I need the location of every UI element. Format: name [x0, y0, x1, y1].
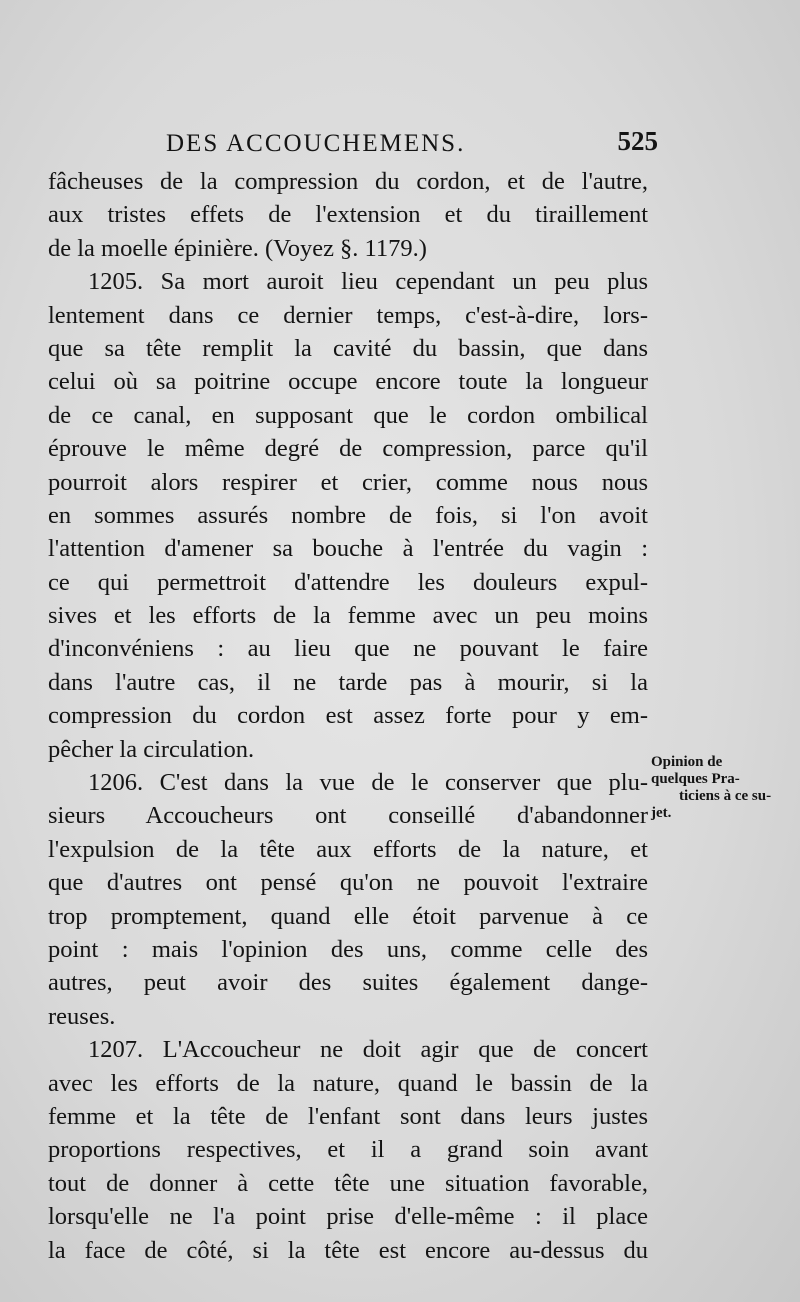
text-line: dans l'autre cas, il ne tarde pas à mourir, si la [48, 668, 648, 696]
text-line: compression du cordon est assez forte pour y em- [48, 702, 648, 730]
running-head: DES ACCOUCHEMENS. [166, 130, 466, 157]
text-line: tout de donner à cette tête une situation favorable, [48, 1169, 648, 1197]
text-line: que sa tête remplit la cavité du bassin, que dans [48, 334, 648, 362]
text-line: la face de côté, si la tête est encore au-dessus du [48, 1236, 648, 1264]
paragraph-1205-start: 1205. Sa mort auroit lieu cependant un peu plus [88, 268, 648, 296]
text-line: éprouve le même degré de compression, parce qu'il [48, 435, 648, 463]
text-line: femme et la tête de l'enfant sont dans leurs justes [48, 1102, 648, 1130]
margin-note-line: jet. [651, 805, 672, 821]
text-line: l'expulsion de la tête aux efforts de la nature, et [48, 835, 648, 863]
text-line: aux tristes effets de l'extension et du tiraillement [48, 201, 648, 229]
text-line: de ce canal, en supposant que le cordon ombilical [48, 401, 648, 429]
text-line: point : mais l'opinion des uns, comme celle des [48, 935, 648, 963]
text-line: sieurs Accoucheurs ont conseillé d'abandonner [48, 802, 648, 830]
text-line: celui où sa poitrine occupe encore toute la longueur [48, 368, 648, 396]
text-line: sives et les efforts de la femme avec un peu moins [48, 602, 648, 630]
margin-note-line: Opinion de [651, 754, 723, 770]
text-line: lentement dans ce dernier temps, c'est-à-dire, lors- [48, 301, 648, 329]
text-line: d'inconvéniens : au lieu que ne pouvant le faire [48, 635, 648, 663]
margin-note-line: ticiens à ce su- [679, 788, 772, 804]
text-line: autres, peut avoir des suites également dange- [48, 969, 648, 997]
body-text [48, 165, 648, 1267]
margin-note [651, 754, 791, 822]
text-line: fâcheuses de la compression du cordon, et de l'autre, [48, 168, 648, 195]
text-line: en sommes assurés nombre de fois, si l'on avoit [48, 501, 648, 529]
text-line: proportions respectives, et il a grand soin avant [48, 1136, 648, 1164]
margin-note-line: quelques Pra- [651, 771, 740, 787]
text-line: de la moelle épinière. (Voyez §. 1179.) [48, 234, 427, 262]
page-header [48, 126, 658, 160]
text-line: avec les efforts de la nature, quand le bassin de la [48, 1069, 648, 1097]
text-line: l'attention d'amener sa bouche à l'entrée du vagin : [48, 535, 648, 563]
text-line: pourroit alors respirer et crier, comme nous nous [48, 468, 648, 496]
paragraph-1207-start: 1207. L'Accoucheur ne doit agir que de concert [88, 1036, 648, 1064]
page-number: 525 [617, 126, 658, 156]
text-line: lorsqu'elle ne l'a point prise d'elle-même : il place [48, 1203, 648, 1231]
text-line: pêcher la circulation. [48, 735, 255, 763]
text-line: trop promptement, quand elle étoit parvenue à ce [48, 902, 648, 930]
text-line: ce qui permettroit d'attendre les douleurs expul- [48, 568, 648, 596]
paragraph-1206-start: 1206. C'est dans la vue de le conserver que plu- [88, 769, 648, 797]
text-line: que d'autres ont pensé qu'on ne pouvoit l'extraire [48, 869, 648, 897]
text-line: reuses. [48, 1002, 116, 1030]
